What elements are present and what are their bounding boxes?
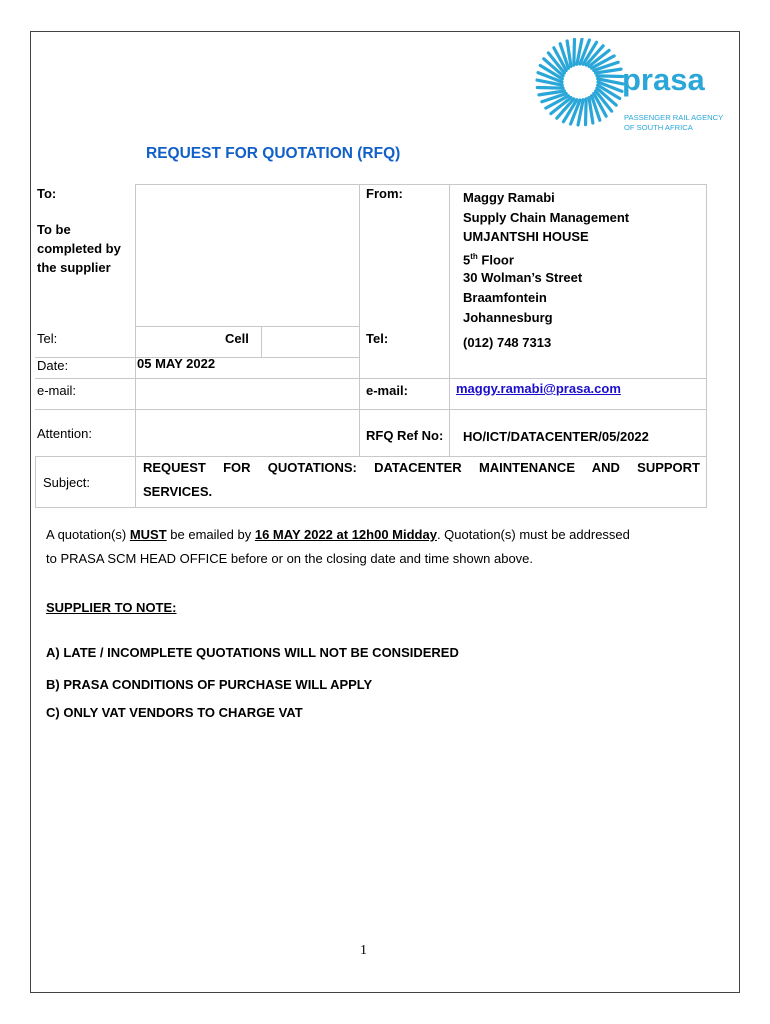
from-label: From:	[366, 186, 403, 201]
rfq-form-table	[35, 184, 706, 508]
to-note-line2: completed by	[37, 241, 121, 256]
subject-line2: SERVICES.	[143, 484, 213, 499]
tel-label: Tel:	[37, 331, 58, 346]
address-paragraph: to PRASA SCM HEAD OFFICE before or on the closing date and time shown above.	[46, 551, 534, 566]
attention-label: Attention:	[37, 426, 92, 441]
supplier-note-heading: SUPPLIER TO NOTE:	[46, 600, 177, 615]
from-city: Johannesburg	[463, 310, 553, 325]
cell-label: Cell	[225, 331, 249, 346]
from-suburb: Braamfontein	[463, 290, 547, 305]
deadline-text: 16 MAY 2022 at 12h00 Midday	[254, 527, 437, 542]
prasa-sunburst-icon	[534, 38, 724, 134]
from-building: UMJANTSHI HOUSE	[463, 229, 589, 244]
to-note-line3: the supplier	[37, 260, 111, 275]
to-label: To:	[37, 186, 57, 201]
note-item-b: B) PRASA CONDITIONS OF PURCHASE WILL APPLY	[46, 677, 373, 692]
logo-brand-text: prasa	[622, 62, 705, 97]
from-email-link[interactable]: maggy.ramabi@prasa.com	[456, 381, 621, 396]
page-number: 1	[360, 943, 367, 958]
email-label: e-mail:	[37, 383, 77, 398]
must-emphasis: MUST	[129, 527, 167, 542]
from-email-cell	[456, 379, 621, 400]
deadline-paragraph: A quotation(s) MUST be emailed by 16 MAY 2022 at 12h00 Midday. Quotation(s) must be addressed	[46, 527, 630, 542]
subject-label: Subject:	[43, 475, 90, 490]
from-department: Supply Chain Management	[463, 210, 630, 225]
from-tel-value: (012) 748 7313	[463, 335, 552, 350]
subject-line1: REQUEST FOR QUOTATIONS: DATACENTER MAINTENANCE AND SUPPORT	[143, 460, 700, 475]
logo-tagline-1: PASSENGER RAIL AGENCY	[624, 113, 724, 122]
page-title: REQUEST FOR QUOTATION (RFQ)	[146, 145, 401, 162]
from-name: Maggy Ramabi	[463, 190, 555, 205]
prasa-logo	[534, 38, 724, 134]
from-email-label: e-mail:	[366, 383, 408, 398]
date-value: 05 MAY 2022	[137, 356, 216, 371]
from-street: 30 Wolman’s Street	[463, 270, 583, 285]
from-floor: 5th Floor	[463, 252, 514, 268]
from-tel-label: Tel:	[366, 331, 389, 346]
logo-tagline-2: OF SOUTH AFRICA	[624, 123, 693, 132]
note-item-c: C) ONLY VAT VENDORS TO CHARGE VAT	[46, 705, 303, 720]
document-page	[30, 31, 740, 993]
rfq-ref-value: HO/ICT/DATACENTER/05/2022	[463, 429, 649, 444]
to-note-line1: To be	[37, 222, 71, 237]
rfq-ref-label: RFQ Ref No:	[366, 428, 444, 443]
note-item-a: A) LATE / INCOMPLETE QUOTATIONS WILL NOT BE CONSIDERED	[46, 645, 459, 660]
date-label: Date:	[37, 358, 69, 373]
